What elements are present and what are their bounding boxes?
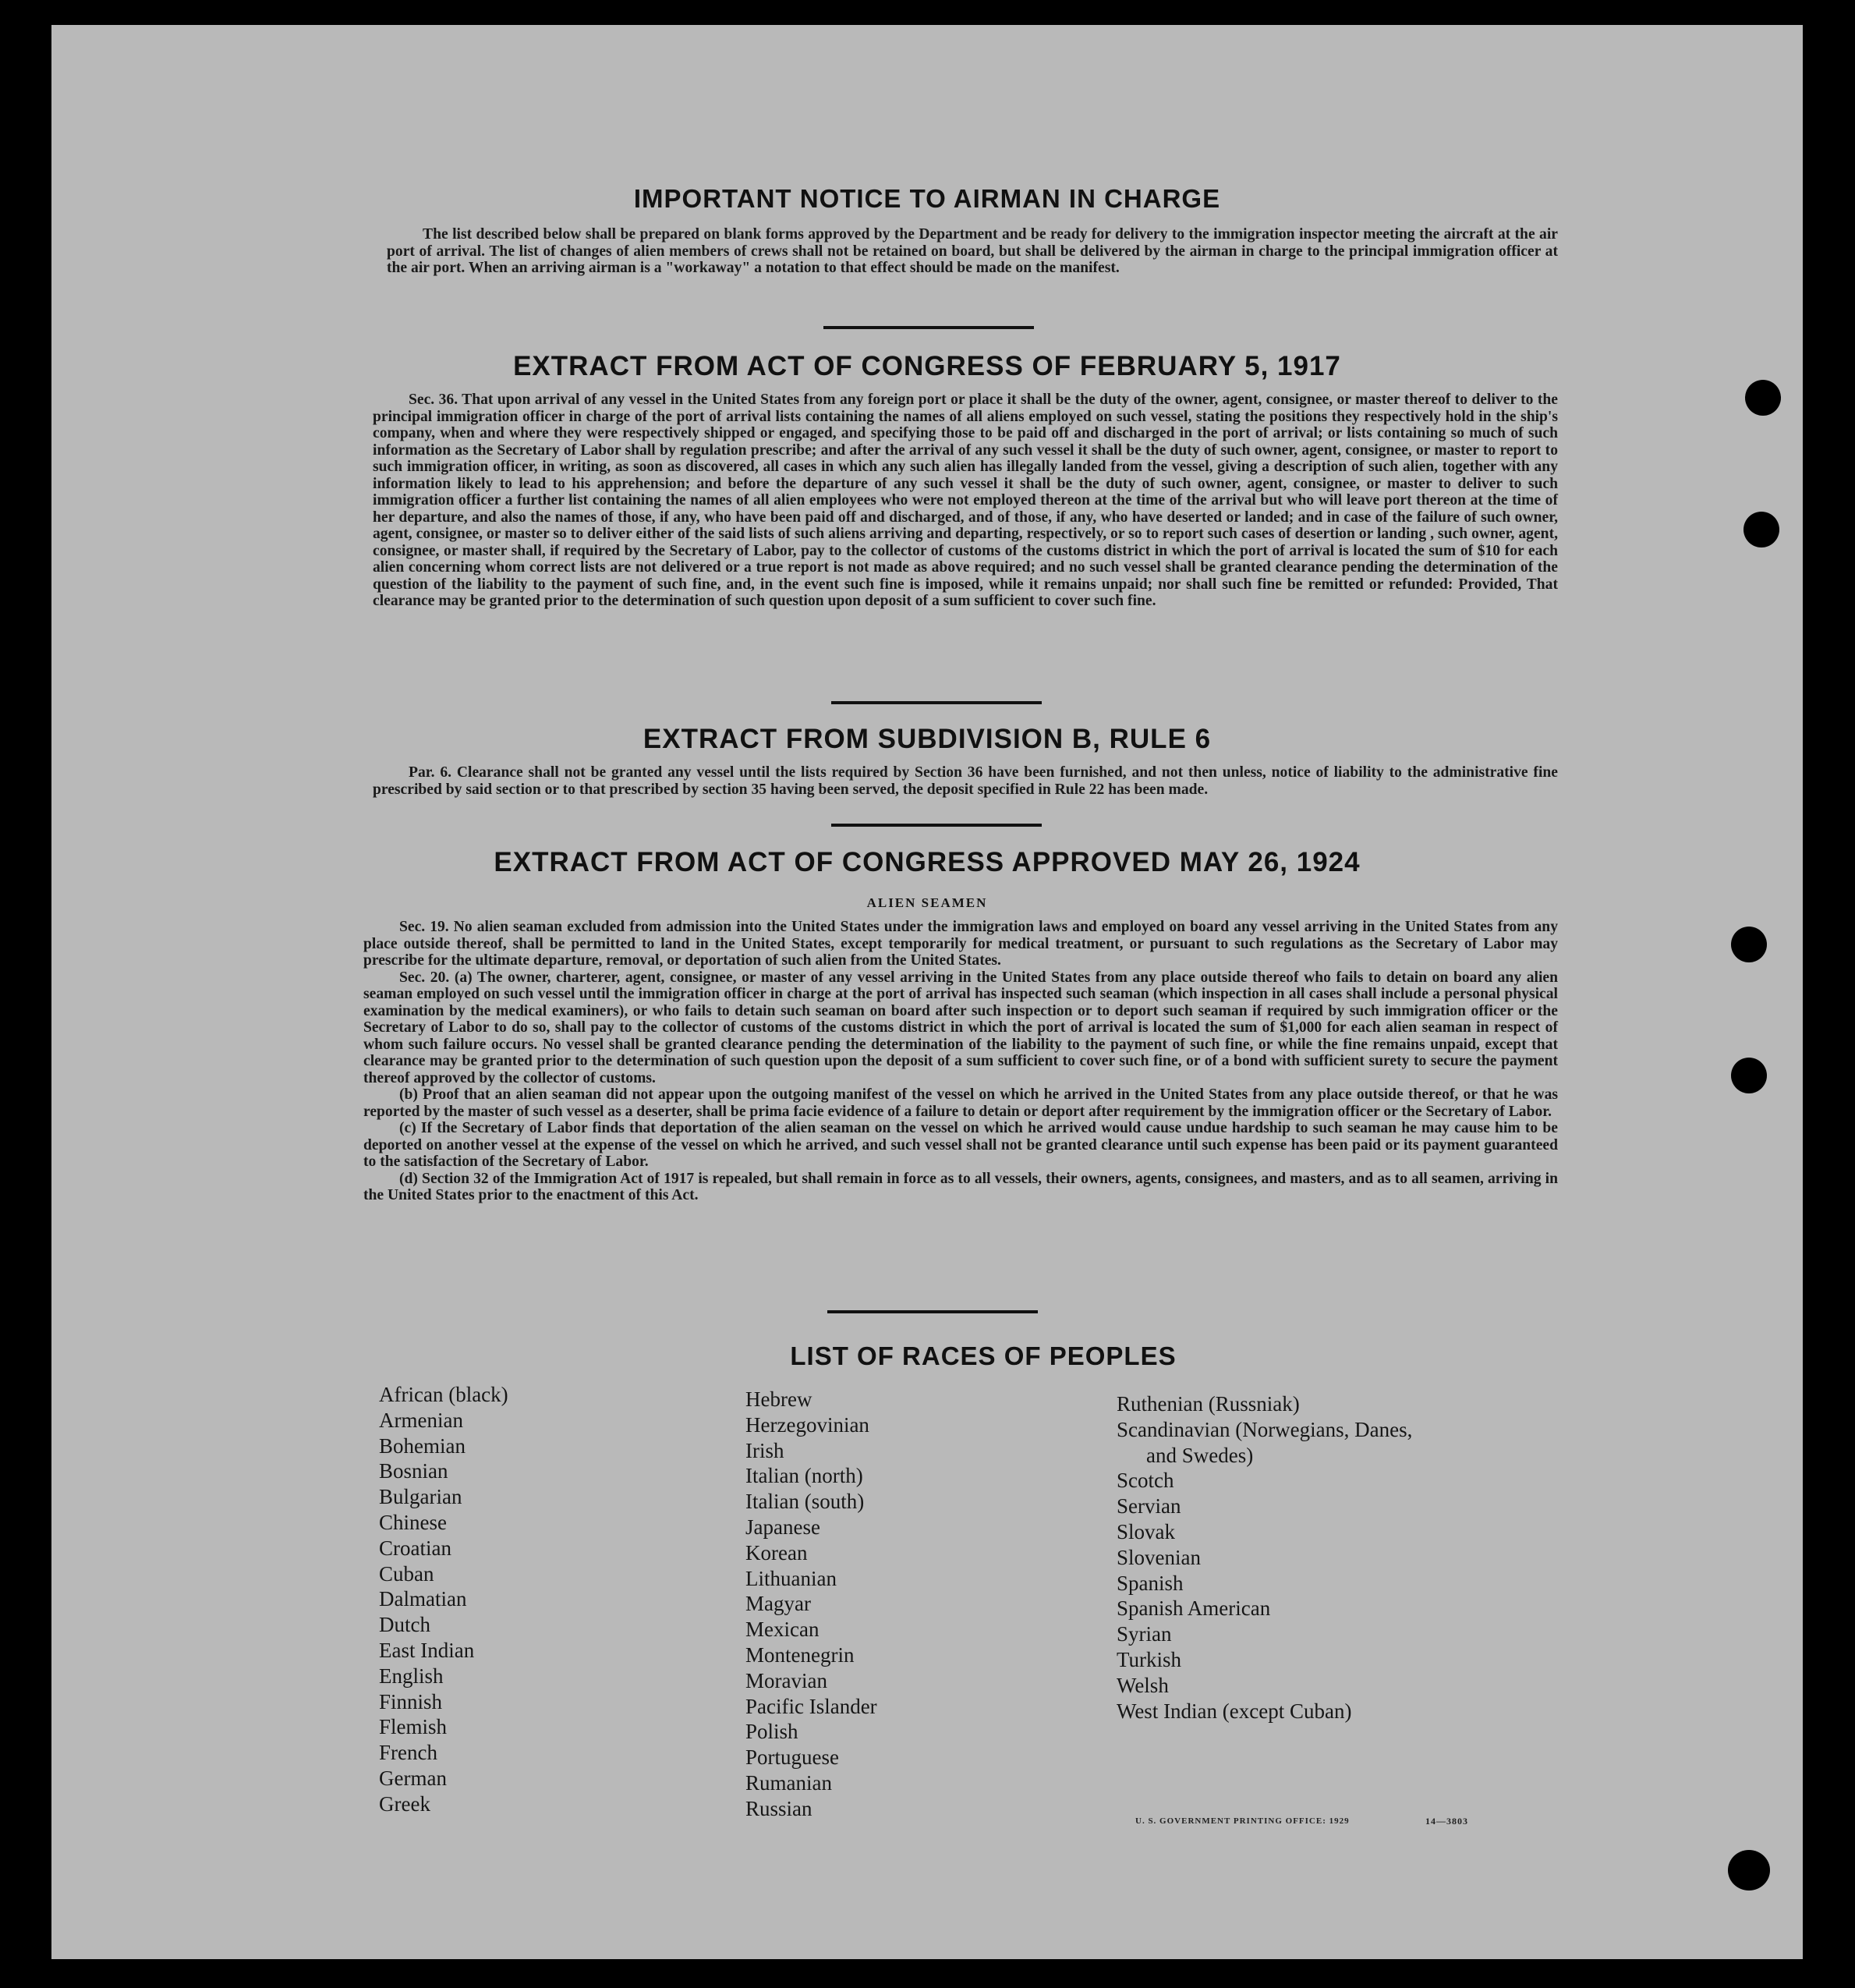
race-item: Italian (south) (745, 1490, 865, 1514)
race-item: Scandinavian (Norwegians, Danes, (1117, 1417, 1413, 1441)
race-item: Dalmatian (379, 1587, 467, 1611)
extract-1917-title: EXTRACT FROM ACT OF CONGRESS OF FEBRUARY 5, 1917 (513, 351, 1341, 381)
sec-20a-paragraph: Sec. 20. (a) The owner, charterer, agent, consignee, or master of any vessel arriving in the United States from any place outside thereof who fails to detain on board any alien seaman employed on such vessel until the immigration officer in charge at the port of arrival has inspected such seaman (which inspection in all cases shall include a personal physical examination by the medical examiners), or who fails to detain such seaman on board after such inspection or to deport such seaman if required by such immigration officer or the Secretary of Labor to do so, shall pay to the collector of customs of the customs district in which the port of arrival is located the sum of $1,000 for each alien seaman in respect of whom such failure occurs. No vessel shall be granted clearance pending the determination of the liability to the payment of such fine, or while the fine remains unpaid, except that clearance may be granted prior to the determination of such question upon the deposit of a sum sufficient to cover such fine, or of a bond with sufficient surety to secure the payment thereof approved by the collector of customs. (363, 969, 1558, 1086)
punch-hole (1745, 380, 1781, 416)
race-item: Bulgarian (379, 1485, 462, 1509)
race-item: Rumanian (745, 1770, 832, 1795)
notice-title: IMPORTANT NOTICE TO AIRMAN IN CHARGE (633, 184, 1221, 213)
race-item: Armenian (379, 1408, 463, 1432)
extract-1924-title: EXTRACT FROM ACT OF CONGRESS APPROVED MAY 26, 1924 (494, 847, 1361, 877)
race-item: Korean (745, 1540, 808, 1565)
notice-paragraph: The list described below shall be prepared on blank forms approved by the Department and be ready for delivery to the immigration inspector meeting the aircraft at the air port of arrival. The list of changes of alien members of crews shall not be retained on board, but shall be delivered by the airman in charge to the principal immigration officer at the air port. When an arriving airman is a "workaway" a notation to that effect should be made on the manifest. (387, 226, 1558, 276)
race-item: French (379, 1741, 437, 1765)
race-item: Pacific Islander (745, 1694, 877, 1718)
race-item: Dutch (379, 1613, 430, 1637)
punch-hole (1743, 512, 1779, 547)
subdivision-title: EXTRACT FROM SUBDIVISION B, RULE 6 (643, 724, 1212, 754)
sec-36-paragraph: Sec. 36. That upon arrival of any vessel in the United States from any foreign port or place it shall be the duty of the owner, agent, consignee, or master thereof to deliver to the principal immigration officer in charge of the port of arrival lists containing the names of all aliens employed on such vessel, stating the positions they respectively hold in the ship's company, when and where they were respectively shipped or engaged, and specifying those to be paid off and discharged in the port of arrival; or lists containing so much of such information as the Secretary of Labor shall by regulation prescribe; and after the arrival of any such vessel it shall be the duty of such owner, agent, consignee, or master to report to such immigration officer, in writing, as soon as discovered, all cases in which any such alien has illegally landed from the vessel, giving a description of such alien, together with any information likely to lead to his apprehension; and before the departure of any such vessel it shall be the duty of such owner, agent, consignee, or master to deliver to such immigration officer a further list containing the names of all alien employees who were not employed thereon at the time of the arrival but who will leave port thereon at the time of her departure, and also the names of those, if any, who have been paid off and discharged, and of those, if any, who have deserted or landed; and in case of the failure of such owner, agent, consignee, or master so to deliver either of the said lists of such aliens arriving and departing, respectively, or so to report such cases of desertion or landing , such owner, agent, consignee, or master shall, if required by the Secretary of Labor, pay to the collector of customs of the customs district in which the port of arrival is located the sum of $10 for each alien concerning whom correct lists are not delivered or a true report is not made as above required; and no such vessel shall be granted clearance pending the determination of the question of the liability to the payment of such fine, and, in the event such fine is imposed, while it remains unpaid; nor shall such fine be remitted or refunded: Provided, That clearance may be granted prior to the determination of such question upon deposit of a sum sufficient to cover such fine. (373, 392, 1558, 609)
race-item: West Indian (except Cuban) (1117, 1699, 1352, 1723)
race-item: Slovenian (1117, 1545, 1201, 1569)
race-item: Polish (745, 1720, 798, 1744)
section-divider (827, 1310, 1038, 1313)
races-column-3 (1117, 1391, 1412, 1724)
extract-1924-body (363, 919, 1558, 1204)
race-item: Spanish American (1117, 1596, 1271, 1621)
race-item: Turkish (1117, 1647, 1182, 1671)
race-item: East Indian (379, 1638, 475, 1662)
section-divider (831, 701, 1042, 704)
sec-20b-paragraph: (b) Proof that an alien seaman did not appear upon the outgoing manifest of the vessel on which he arrived in the United States from any place outside thereof, or that he was reported by the master of such vessel as a deserter, shall be prima facie evidence of a failure to detain or deport after requirement by the immigration officer or the Secretary of Labor. (363, 1086, 1558, 1120)
race-item: Croatian (379, 1536, 451, 1560)
race-item: Hebrew (745, 1387, 812, 1411)
race-item: Portuguese (745, 1745, 839, 1770)
race-item: Russian (745, 1796, 812, 1820)
race-item: Herzegovinian (745, 1412, 869, 1437)
alien-seamen-subtitle: ALIEN SEAMEN (866, 895, 988, 910)
punch-hole (1731, 1058, 1767, 1093)
notice-body (387, 226, 1558, 277)
section-divider (823, 326, 1034, 329)
race-item: Syrian (1117, 1622, 1172, 1646)
race-item: Spanish (1117, 1571, 1184, 1595)
race-item: Ruthenian (Russniak) (1117, 1392, 1300, 1416)
race-item: Servian (1117, 1494, 1181, 1518)
section-divider (831, 824, 1042, 827)
race-item: Slovak (1117, 1519, 1176, 1543)
races-column-2 (745, 1387, 877, 1822)
sec-19-paragraph: Sec. 19. No alien seaman excluded from admission into the United States under the immigration laws and employed on board any vessel arriving in the United States from any place outside thereof, shall be permitted to land in the United States, except temporarily for medical treatment, or pursuant to such regulations as the Secretary of Labor may prescribe for the ultimate departure, removal, or deportation of such alien from the United States. (363, 919, 1558, 969)
race-item: Bosnian (379, 1459, 448, 1483)
document-sheet (51, 25, 1803, 1959)
race-item: Lithuanian (745, 1566, 837, 1590)
race-item: Irish (745, 1438, 784, 1462)
race-item: Italian (north) (745, 1464, 863, 1488)
races-column-1 (379, 1382, 508, 1817)
printer-imprint: U. S. GOVERNMENT PRINTING OFFICE: 1929 (1135, 1816, 1350, 1826)
race-item: Bohemian (379, 1433, 466, 1458)
races-title: LIST OF RACES OF PEOPLES (790, 1341, 1177, 1370)
par-6-paragraph: Par. 6. Clearance shall not be granted any vessel until the lists required by Section 36 have been furnished, and not then unless, notice of liability to the administrative fine prescribed by said section or to that prescribed by section 35 having been served, the deposit specified in Rule 22 has been made. (373, 764, 1558, 798)
race-item: Japanese (745, 1515, 820, 1539)
punch-hole (1731, 927, 1767, 962)
race-item: Montenegrin (745, 1642, 855, 1667)
form-number: 14—3803 (1425, 1816, 1468, 1827)
race-item: German (379, 1766, 447, 1790)
punch-hole (1728, 1850, 1770, 1891)
race-item: English (379, 1664, 444, 1688)
race-item: Chinese (379, 1510, 447, 1534)
race-item: Finnish (379, 1689, 443, 1713)
sec-20d-paragraph: (d) Section 32 of the Immigration Act of 1917 is repealed, but shall remain in force as to all vessels, their owners, agents, consignees, and masters, and as to all seamen, arriving in the United States prior to the enactment of this Act. (363, 1170, 1558, 1203)
race-item: Flemish (379, 1715, 448, 1739)
race-item: Moravian (745, 1668, 827, 1692)
subdivision-body (373, 764, 1558, 798)
race-item: African (black) (379, 1383, 508, 1406)
race-item: Welsh (1117, 1673, 1169, 1697)
extract-1917-body (373, 392, 1558, 610)
race-item: Scotch (1117, 1469, 1174, 1493)
race-item: Magyar (745, 1592, 811, 1616)
sec-20c-paragraph: (c) If the Secretary of Labor finds that deportation of the alien seaman on the vessel on which he arrived would cause undue hardship to such seaman he may cause him to be deported on another vessel at the expense of the vessel on which he arrived, and such vessel shall not be granted clearance until such expense has been paid or its payment guaranteed to the satisfaction of the Secretary of Labor. (363, 1120, 1558, 1170)
race-item: Mexican (745, 1618, 820, 1642)
race-item: and Swedes) (1146, 1443, 1254, 1467)
race-item: Cuban (379, 1561, 434, 1586)
race-item: Greek (379, 1791, 430, 1816)
